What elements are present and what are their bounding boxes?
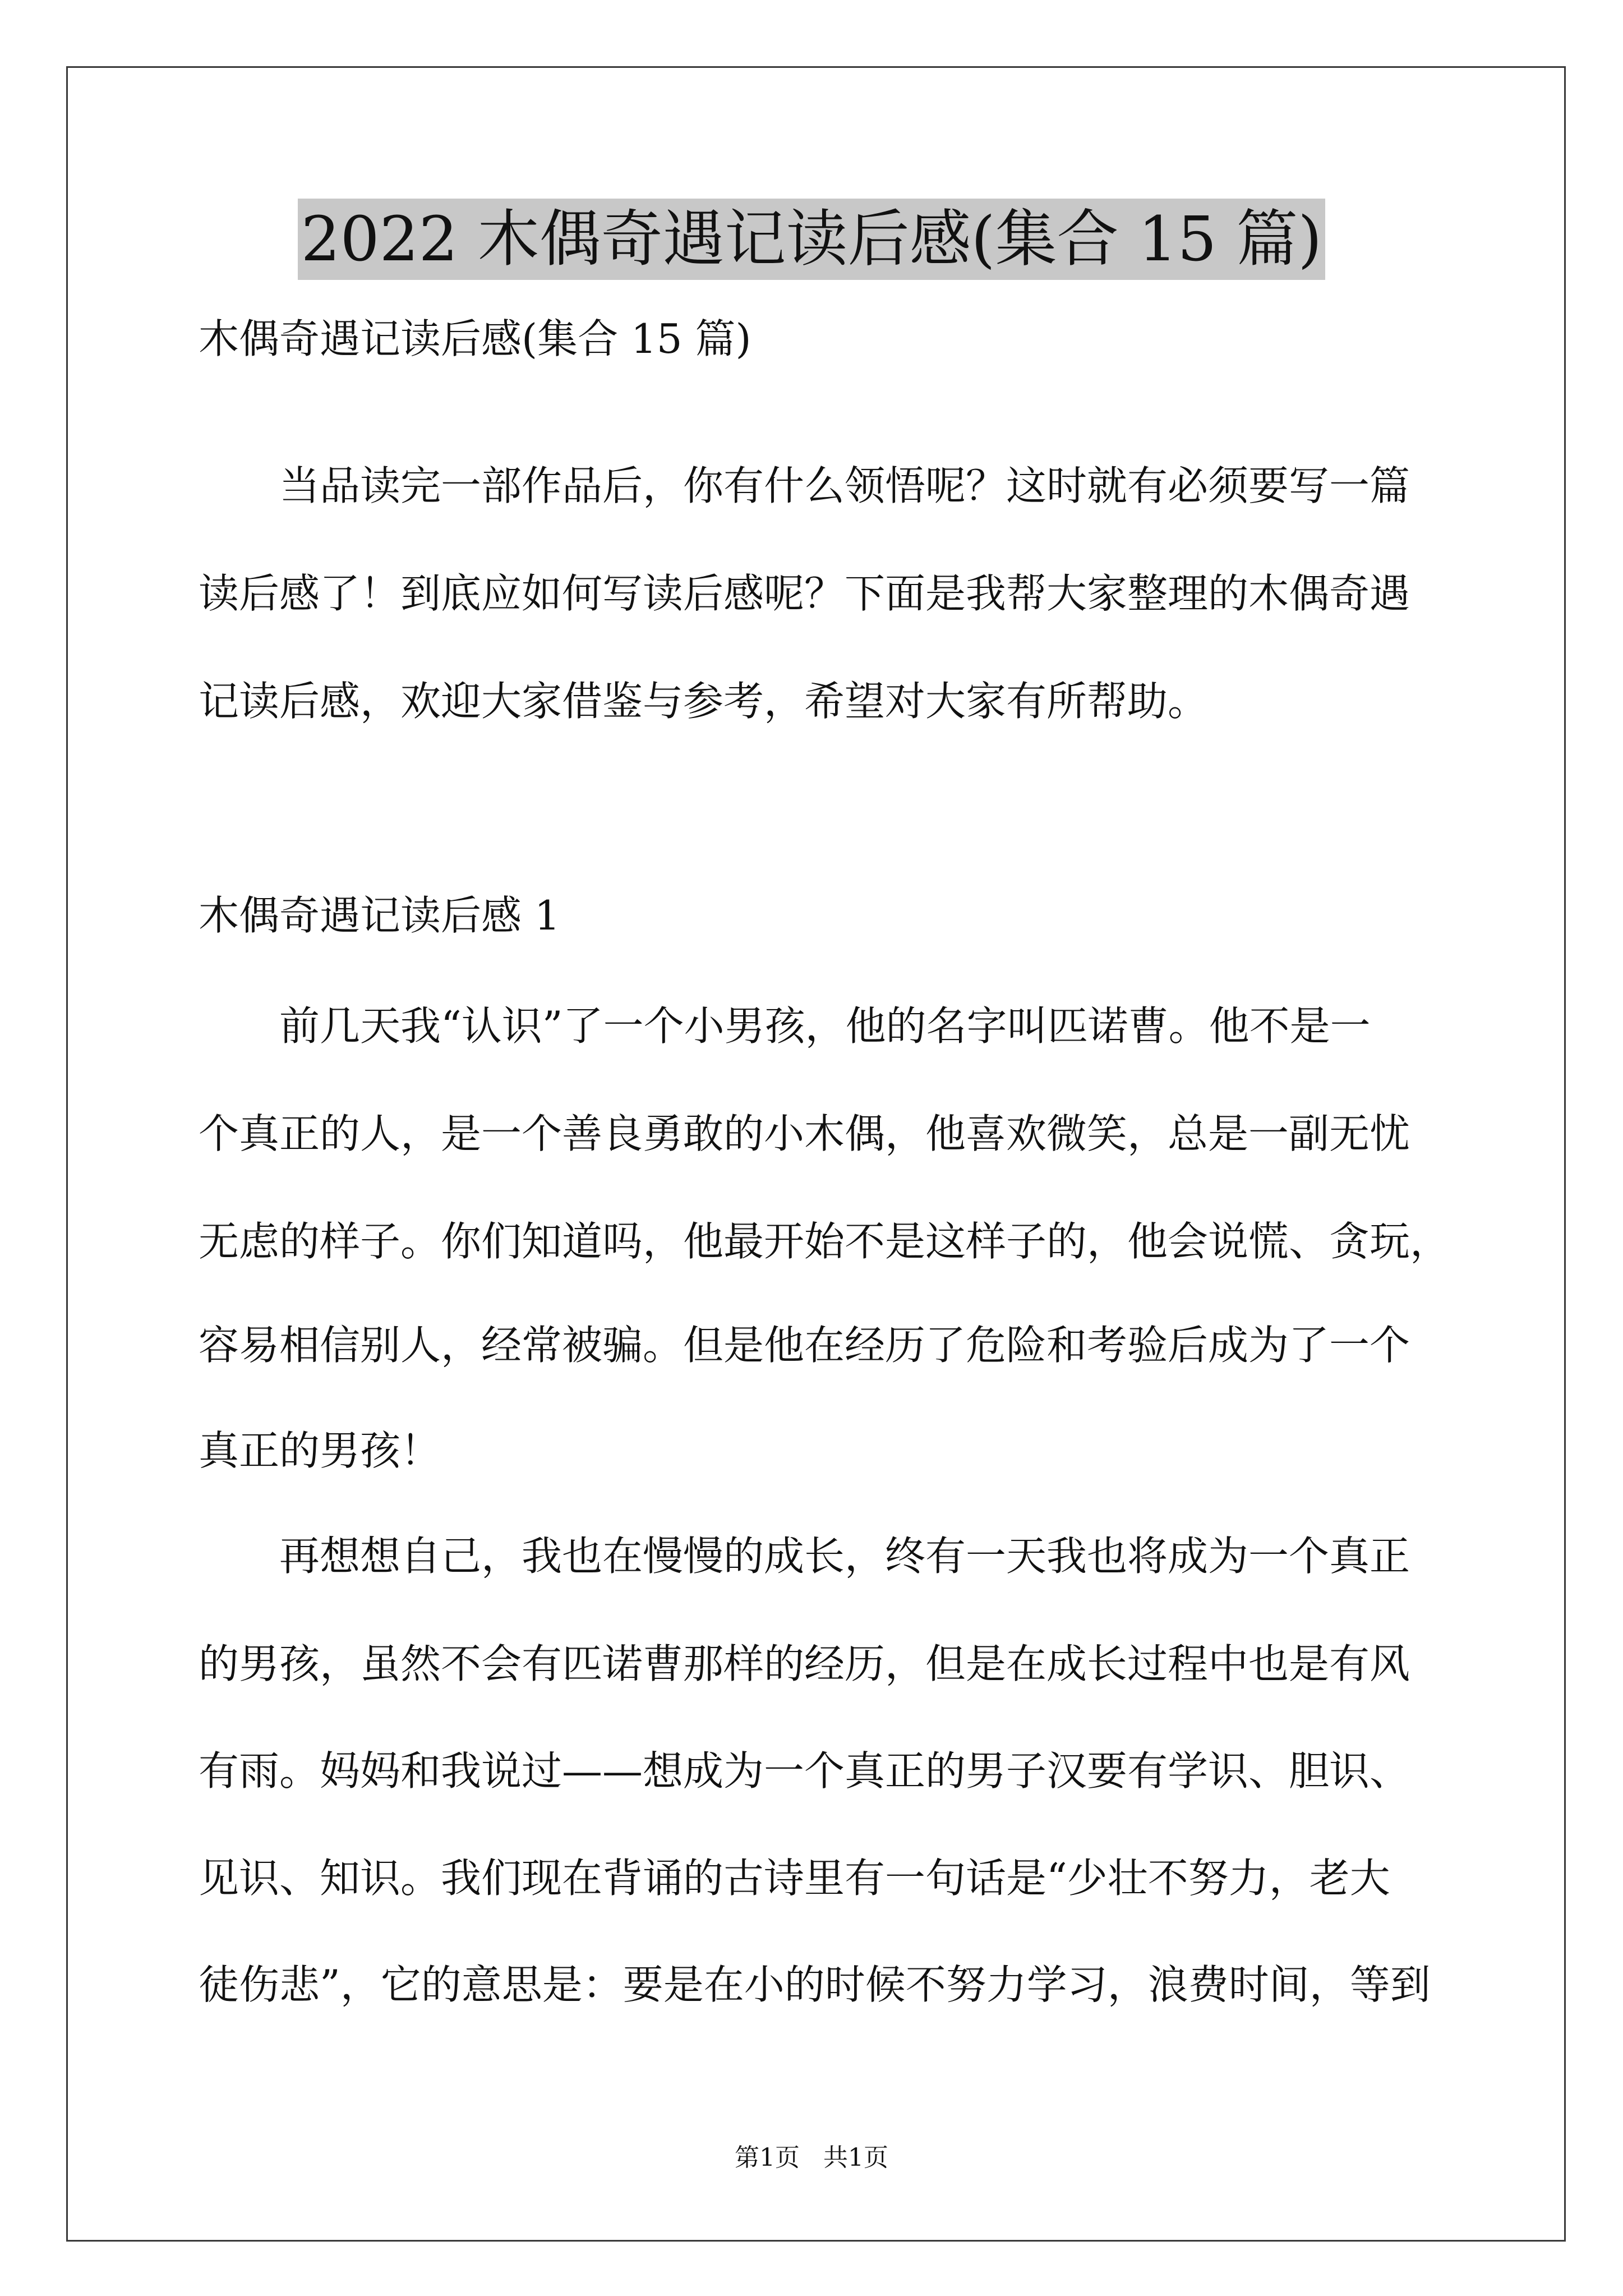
paragraph-line: 见识、知识。我们现在背诵的古诗里有一句话是“少壮不努力，老大 (199, 1855, 1390, 1902)
document-title: 2022 木偶奇遇记读后感(集合 15 篇) (298, 199, 1326, 280)
intro-line: 当品读完一部作品后，你有什么领悟呢？这时就有必须要写一篇 (279, 462, 1410, 509)
paragraph-line: 真正的男孩！ (199, 1427, 441, 1474)
title-row (0, 199, 1623, 280)
paragraph-line: 前几天我“认识”了一个小男孩，他的名字叫匹诺曹。他不是一 (279, 1002, 1371, 1050)
paragraph-line: 容易相信别人，经常被骗。但是他在经历了危险和考验后成为了一个 (199, 1322, 1410, 1369)
paragraph-line: 无虑的样子。你们知道吗，他最开始不是这样子的，他会说慌、贪玩， (199, 1218, 1451, 1265)
page-footer: 第1页 共1页 (735, 2143, 888, 2172)
section-heading: 木偶奇遇记读后感 1 (199, 892, 560, 939)
paragraph-line: 的男孩，虽然不会有匹诺曹那样的经历，但是在成长过程中也是有风 (199, 1640, 1410, 1687)
paragraph-line: 有雨。妈妈和我说过——想成为一个真正的男子汉要有学识、胆识、 (199, 1747, 1410, 1795)
document-subtitle: 木偶奇遇记读后感(集合 15 篇) (199, 315, 751, 362)
paragraph-line: 再想想自己，我也在慢慢的成长，终有一天我也将成为一个真正 (279, 1533, 1410, 1580)
paragraph-line: 个真正的人，是一个善良勇敢的小木偶，他喜欢微笑，总是一副无忧 (199, 1110, 1410, 1157)
intro-line: 读后感了！到底应如何写读后感呢？下面是我帮大家整理的木偶奇遇 (199, 570, 1410, 617)
paragraph-line: 徒伤悲”，它的意思是：要是在小的时候不努力学习，浪费时间，等到 (199, 1961, 1431, 2008)
intro-line: 记读后感，欢迎大家借鉴与参考，希望对大家有所帮助。 (199, 678, 1209, 725)
